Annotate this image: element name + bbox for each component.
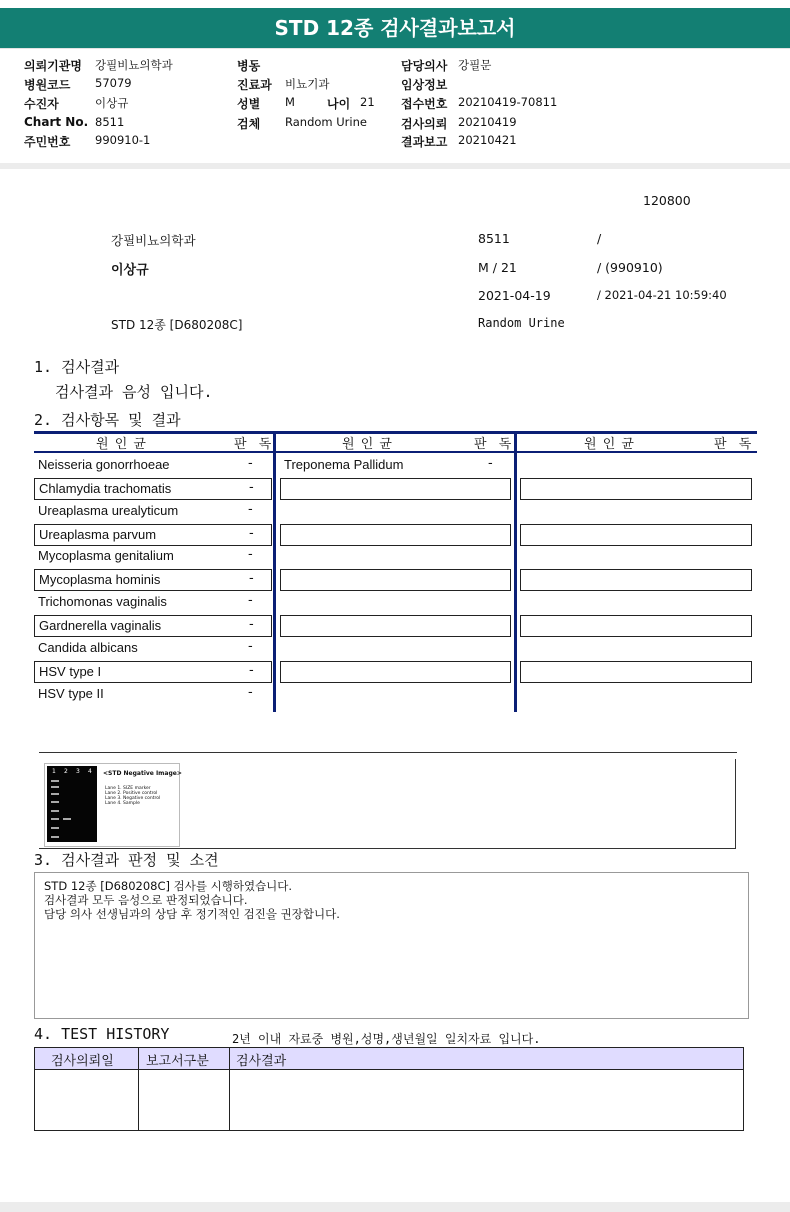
marker-band [51,801,59,803]
header-value-specimen: Random Urine [285,115,367,129]
history-header-report-type: 보고서구분 [146,1054,209,1069]
header-value-age: 21 [360,95,375,109]
empty-row [280,478,511,500]
gel-lane-label: Lane 4. Sample [105,801,140,806]
opinion-line: 검사결과 모두 음성으로 판정되었습니다. [44,893,248,907]
gel-lanes-image [47,766,97,842]
header-value-request-date: 20210419 [458,115,517,129]
header-label-ward: 병동 [237,59,261,73]
empty-row [280,569,511,591]
pathogen-result: - [248,685,253,700]
history-note: 2년 이내 자료중 병원,성명,생년월일 일치자료 입니다. [232,1032,541,1046]
pathogen-result: - [249,617,254,632]
report-patient: 이상규 [111,263,149,278]
marker-band [51,810,59,812]
pathogen-name: Treponema Pallidum [284,457,404,472]
report-test-name: STD 12종 [D680208C] [111,318,243,332]
gel-lane-label: Lane 2. Positive control [105,791,158,796]
col1-pathogen-header: 원 인 균 [96,437,147,452]
header-value-receipt-no: 20210419-70811 [458,95,558,109]
header-label-patient: 수진자 [24,97,59,111]
pathogen-result: - [249,526,254,541]
footer-bar [0,1202,790,1212]
header-label-doctor: 담당의사 [401,59,448,73]
opinion-line: STD 12종 [D680208C] 검사를 시행하였습니다. [44,879,293,893]
pathogen-result: - [248,593,253,608]
pathogen-row [34,638,272,660]
pathogen-row [34,661,272,683]
lane-number: 4 [88,768,92,775]
pathogen-name: HSV type II [38,686,104,701]
marker-band [51,793,59,795]
pathogen-name: Gardnerella vaginalis [39,618,162,633]
image-top-rule [39,752,737,753]
history-table [34,1047,744,1131]
header-label-age: 나이 [327,97,351,111]
header-label-requester: 의뢰기관명 [24,59,82,73]
header-value-doctor: 강필문 [458,58,492,72]
control-band [63,818,71,820]
report-datetime: / 2021-04-21 10:59:40 [597,288,727,302]
report-birth: / (990910) [597,260,663,275]
header-value-department: 비뇨기과 [285,77,330,91]
empty-row [280,661,511,683]
pathogen-row [34,592,272,614]
empty-row [520,524,752,546]
pathogen-result: - [248,547,253,562]
pathogen-row [280,455,512,477]
pathogen-row [34,501,272,523]
header-label-resident-no: 주민번호 [24,135,71,149]
col1-judgement-header: 판 독 [234,437,276,452]
pathogen-result: - [248,639,253,654]
empty-row [280,524,511,546]
marker-band [51,786,59,788]
report-code: 120800 [643,193,691,208]
opinion-box [34,872,749,1019]
report-slash: / [597,231,602,246]
header-label-specimen: 검체 [237,117,261,131]
pathogen-row [34,569,272,591]
pathogen-result: - [488,456,493,471]
pathogen-result: - [248,456,253,471]
col2-judgement-header: 판 독 [474,437,516,452]
header-label-sex: 성별 [237,97,261,111]
pathogen-result: - [249,571,254,586]
section-1-title: 1. 검사결과 [34,358,120,376]
gel-lane-label: Lane 3. Negative control [105,796,161,801]
pathogen-name: HSV type I [39,664,102,679]
col3-judgement-header: 판 독 [714,437,756,452]
pathogen-name: Ureaplasma parvum [39,527,157,542]
pathogen-name: Chlamydia trachomatis [39,481,172,496]
report-sex-age: M / 21 [478,260,517,275]
pathogen-row [34,684,272,706]
history-header-request-date: 검사의뢰일 [51,1054,114,1069]
empty-row [520,615,752,637]
empty-row [520,478,752,500]
section-1-result: 검사결과 음성 입니다. [55,383,213,401]
pathogen-result: - [248,502,253,517]
pathogen-name: Neisseria gonorrhoeae [38,457,170,472]
header-value-requester: 강필비뇨의학과 [95,58,173,72]
col2-pathogen-header: 원 인 균 [342,437,393,452]
report-title: STD 12종 검사결과보고서 [0,8,790,48]
pathogen-name: Ureaplasma urealyticum [38,503,179,518]
header-label-chart-no: Chart No. [24,115,89,129]
header-label-hospital-code: 병원코드 [24,78,71,92]
gel-lane-label: Lane 1. SIZE marker [105,786,151,791]
header-label-clinical-info: 임상정보 [401,78,448,92]
pathogen-row [34,478,272,500]
pathogen-row [34,524,272,546]
marker-band [51,780,59,782]
header-separator [0,163,790,169]
report-clinic: 강필비뇨의학과 [111,233,196,248]
gel-image [44,763,180,847]
header-label-request-date: 검사의뢰 [401,117,448,131]
header-label-department: 진료과 [237,78,272,92]
marker-band [51,818,59,820]
pathogen-result: - [249,663,254,678]
report-chart: 8511 [478,231,510,246]
header-value-sex: M [285,95,295,109]
lane-number: 2 [64,768,68,775]
report-specimen: Random Urine [478,316,565,330]
report-collect-date: 2021-04-19 [478,288,551,303]
pathogen-row [34,455,272,477]
section-2-title: 2. 검사항목 및 결과 [34,411,181,429]
grid-divider-1 [273,431,276,712]
section-4-title: 4. TEST HISTORY [34,1025,170,1043]
header-value-chart-no: 8511 [95,115,125,129]
marker-band [51,836,59,838]
empty-row [520,569,752,591]
pathogen-name: Mycoplasma genitalium [38,548,174,563]
header-label-report-date: 결과보고 [401,135,448,149]
pathogen-name: Candida albicans [38,640,138,655]
header-divider [0,48,790,49]
grid-divider-2 [514,431,517,712]
pathogen-name: Trichomonas vaginalis [38,594,167,609]
pathogen-name: Mycoplasma hominis [39,572,161,587]
pathogen-row [34,615,272,637]
col3-pathogen-header: 원 인 균 [584,437,635,452]
lane-number: 3 [76,768,80,775]
header-value-report-date: 20210421 [458,133,517,147]
gel-title: <STD Negative Image> [103,770,182,777]
pathogen-row [34,546,272,568]
header-value-hospital-code: 57079 [95,76,132,90]
marker-band [51,827,59,829]
lane-number: 1 [52,768,56,775]
history-header-result: 검사결과 [236,1054,287,1069]
empty-row [520,661,752,683]
header-label-receipt-no: 접수번호 [401,97,448,111]
opinion-line: 담당 의사 선생님과의 상담 후 정기적인 검진을 권장합니다. [44,907,340,921]
header-value-patient: 이상규 [95,96,129,110]
header-value-resident-no: 990910-1 [95,133,151,147]
empty-row [280,615,511,637]
pathogen-result: - [249,480,254,495]
section-3-title: 3. 검사결과 판정 및 소견 [34,851,219,869]
